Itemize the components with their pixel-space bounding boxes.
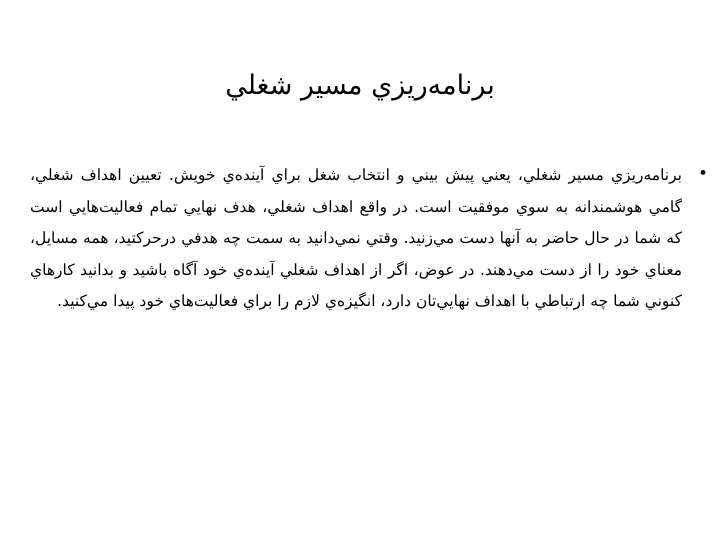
- bullet-list: [30, 158, 708, 318]
- bullet-icon: •: [697, 164, 708, 184]
- body-paragraph: برنامه‌ريزي مسير شغلي، يعني پيش بيني و انتخاب شغل براي آينده‌ي خويش. تعيين اهداف شغلي، گامي هوشمندانه به سوي موفقيت است. در واقع اهداف شغلي، هدف نهايي تمام فعاليت‌هايي است كه شما در حال حاضر به آنها دست مي‌زنيد. وقتي نمي‌دانيد به سمت چه هدفي درحركتيد، همه مسايل، معناي خود را از دست مي‌دهند. در عوض، اگر از اهداف شغلي آينده‌ي خود آگاه باشيد و بدانيد كارهاي كنوني شما چه ارتباطي با اهداف نهايي‌تان دارد، انگيزه‌ي لازم را براي فعاليت‌هاي خود پيدا مي‌كنيد.: [30, 166, 682, 310]
- slide-title: برنامه‌ريزي مسير شغلي: [225, 70, 495, 101]
- list-item: [30, 158, 708, 318]
